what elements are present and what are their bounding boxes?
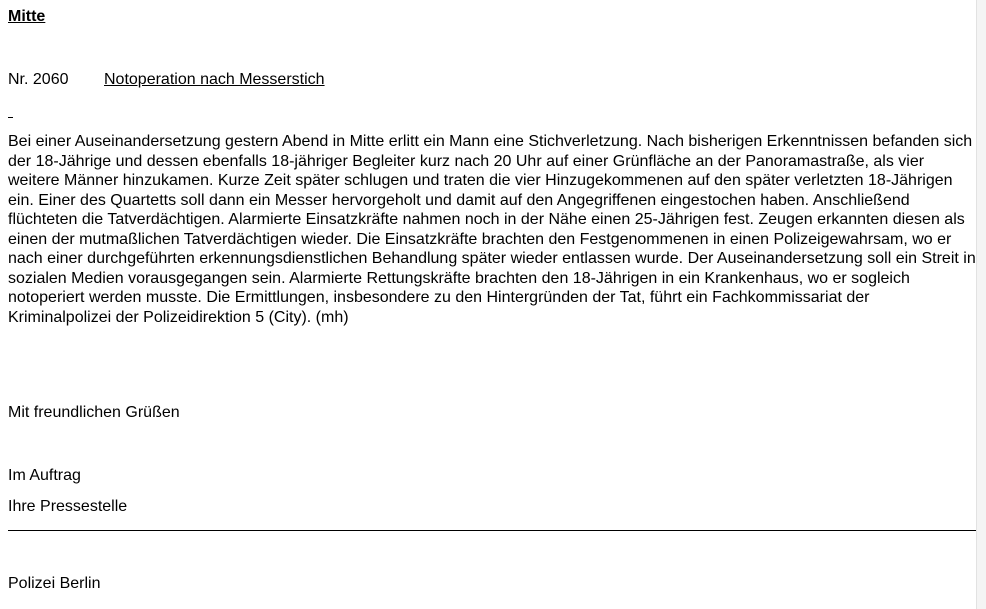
anchor-link[interactable] (8, 117, 13, 118)
report-number: Nr. 2060 (8, 71, 69, 88)
district-heading: Mitte (8, 8, 46, 25)
report-body: Bei einer Auseinandersetzung gestern Abend in Mitte erlitt ein Mann eine Stichverletzung. Nach bisherigen Erkenntnissen befanden sich der 18-Jährige und dessen ebenfalls 18-jähriger Begleiter kurz nach 20 Uhr auf einer Grünfläche an der Panoramastraße, als vier weitere Männer hinzukamen. Kurze Zeit später schlugen und traten die vier Hinzugekommenen auf den später verletzten 18-Jährigen ein. Einer des Quartetts soll dann ein Messer hervorgeholt und damit auf den Angegriffenen eingestochen haben. Anschließend flüchteten die Tatverdächtigen. Alarmierte Einsatzkräfte nahmen noch in der Nähe einen 25-Jährigen fest. Zeugen erkannten diesen als einen der mutmaßlichen Tatverdächtigen wieder. Die Einsatzkräfte brachten den Festgenommenen in einen Polizeigewahrsam, wo er nach einer durchgeführten erkennungsdienstlichen Behandlung später wieder entlassen wurde. Der Auseinandersetzung soll ein Streit in sozialen Medien vorausgegangen sein. Alarmierte Rettungskräfte brachten den 18-Jährigen in ein Krankenhaus, wo er sogleich notoperiert werden musste. Die Ermittlungen, insbesondere zu den Hintergründen der Tat, führt ein Fachkommissariat der Kriminalpolizei der Polizeidirektion 5 (City). (mh) (8, 133, 976, 326)
closing-on-behalf: Im Auftrag (8, 467, 81, 484)
closing-greeting: Mit freundlichen Grüßen (8, 404, 180, 421)
horizontal-divider (8, 530, 976, 531)
scrollbar[interactable] (976, 0, 986, 609)
organization-name: Polizei Berlin (8, 575, 101, 592)
report-title-link[interactable]: Notoperation nach Messerstich (104, 71, 325, 88)
closing-sender: Ihre Pressestelle (8, 498, 128, 515)
